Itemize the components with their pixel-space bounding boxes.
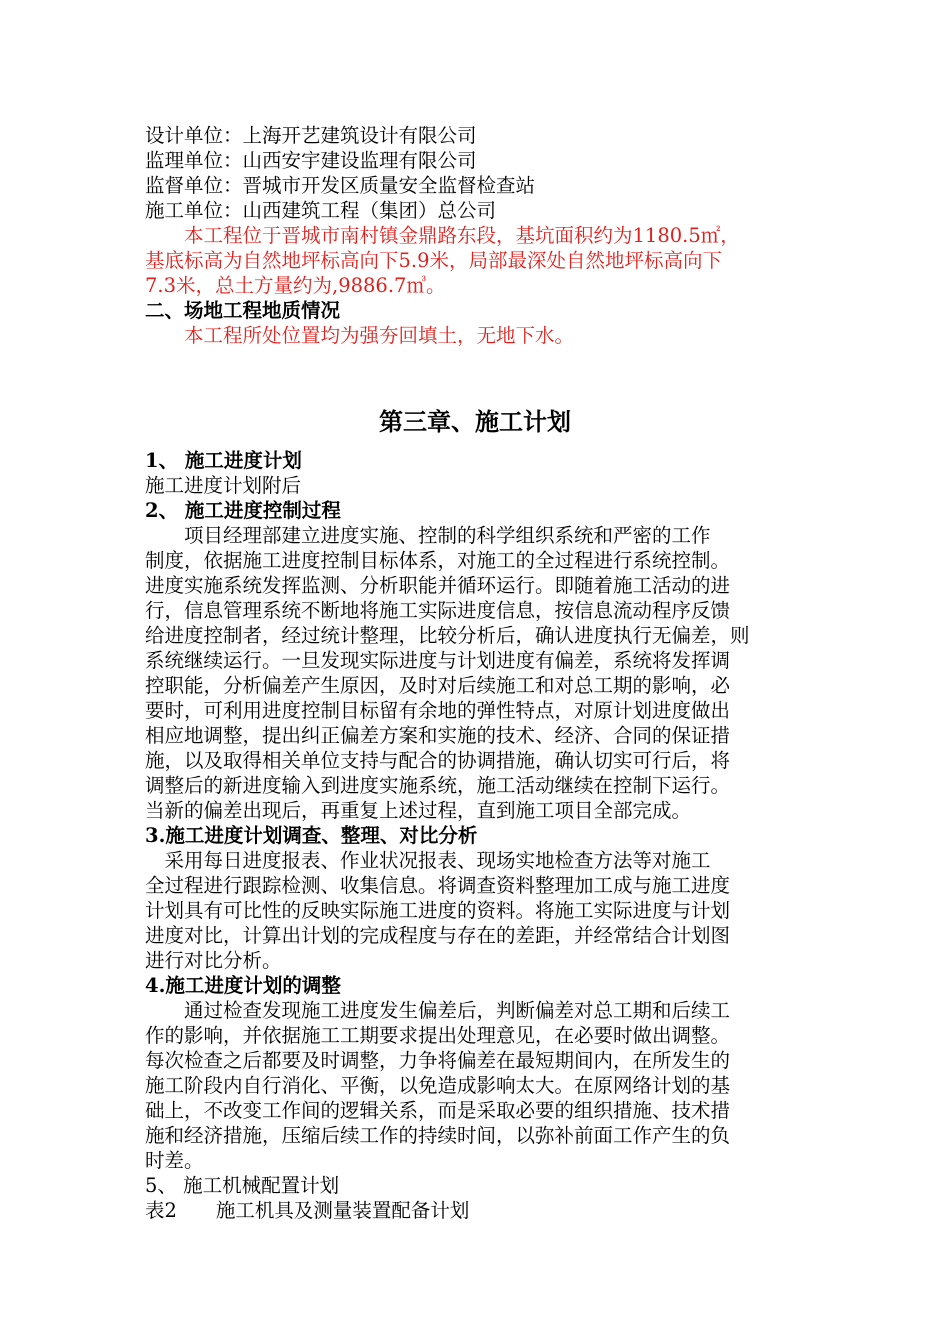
section-3-line: 全过程进行跟踪检测、收集信息。将调查资料整理加工成与施工进度 xyxy=(145,874,731,897)
table-caption: 表2 施工机具及测量装置配备计划 xyxy=(145,1199,470,1222)
section-1-heading: 1、 施工进度计划 xyxy=(145,449,302,472)
section-3-line: 计划具有可比性的反映实际施工进度的资料。将施工实际进度与计划 xyxy=(145,899,731,922)
section-4-line: 施和经济措施，压缩后续工作的持续时间，以弥补前面工作产生的负 xyxy=(145,1124,731,1147)
supervision-unit: 监理单位：山西安宇建设监理有限公司 xyxy=(145,149,477,172)
overview-line: 7.3米，总土方量约为,9886.7㎥。 xyxy=(145,274,446,297)
section-4-line: 作的影响，并依据施工工期要求提出处理意见，在必要时做出调整。 xyxy=(145,1024,731,1047)
section-4-line: 每次检查之后都要及时调整，力争将偏差在最短期间内，在所发生的 xyxy=(145,1049,731,1072)
section-2-line: 制度，依据施工进度控制目标体系，对施工的全过程进行系统控制。 xyxy=(145,549,731,572)
section-2-line: 进度实施系统发挥监测、分析职能并循环运行。即随着施工活动的进 xyxy=(145,574,731,597)
overview-line: 本工程位于晋城市南村镇金鼎路东段，基坑面积约为1180.5㎡， xyxy=(145,224,740,247)
section-2-line: 施，以及取得相关单位支持与配合的协调措施，确认切实可行后，将 xyxy=(145,749,731,772)
section-3-line: 采用每日进度报表、作业状况报表、现场实地检查方法等对施工 xyxy=(145,849,711,872)
section-4-line: 通过检查发现施工进度发生偏差后，判断偏差对总工期和后续工 xyxy=(145,999,731,1022)
section-2-heading: 2、 施工进度控制过程 xyxy=(145,499,341,522)
section-2-line: 系统继续运行。一旦发现实际进度与计划进度有偏差，系统将发挥调 xyxy=(145,649,731,672)
geology-text: 本工程所处位置均为强夯回填土，无地下水。 xyxy=(145,324,575,347)
section-2-line: 调整后的新进度输入到进度实施系统，施工活动继续在控制下运行。 xyxy=(145,774,731,797)
section-3-line: 进度对比，计算出计划的完成程度与存在的差距，并经常结合计划图 xyxy=(145,924,731,947)
section-2-line: 给进度控制者，经过统计整理，比较分析后，确认进度执行无偏差，则 xyxy=(145,624,750,647)
section-5-heading: 5、 施工机械配置计划 xyxy=(145,1174,340,1197)
section-3-line: 进行对比分析。 xyxy=(145,949,282,972)
section-3-heading: 3.施工进度计划调查、整理、对比分析 xyxy=(145,824,478,847)
section-2-line: 行，信息管理系统不断地将施工实际进度信息，按信息流动程序反馈 xyxy=(145,599,731,622)
section-4-line: 时差。 xyxy=(145,1149,204,1172)
section-1-text: 施工进度计划附后 xyxy=(145,474,302,497)
section-2-line: 当新的偏差出现后，再重复上述过程，直到施工项目全部完成。 xyxy=(145,799,692,822)
section-4-heading: 4.施工进度计划的调整 xyxy=(145,974,341,997)
section-2-line: 要时，可利用进度控制目标留有余地的弹性特点，对原计划进度做出 xyxy=(145,699,731,722)
chapter-title: 第三章、施工计划 xyxy=(379,407,571,436)
section-4-line: 础上，不改变工作间的逻辑关系，而是采取必要的组织措施、技术措 xyxy=(145,1099,731,1122)
design-unit: 设计单位：上海开艺建筑设计有限公司 xyxy=(145,124,477,147)
section-2-line: 控职能，分析偏差产生原因，及时对后续施工和对总工期的影响，必 xyxy=(145,674,731,697)
oversight-unit: 监督单位：晋城市开发区质量安全监督检查站 xyxy=(145,174,536,197)
section-4-line: 施工阶段内自行消化、平衡，以免造成影响太大。在原网络计划的基 xyxy=(145,1074,731,1097)
geology-heading: 二、场地工程地质情况 xyxy=(145,299,341,322)
construction-unit: 施工单位：山西建筑工程（集团）总公司 xyxy=(145,199,497,222)
section-2-line: 相应地调整，提出纠正偏差方案和实施的技术、经济、合同的保证措 xyxy=(145,724,731,747)
section-2-line: 项目经理部建立进度实施、控制的科学组织系统和严密的工作 xyxy=(145,524,711,547)
overview-line: 基底标高为自然地坪标高向下5.9米，局部最深处自然地坪标高向下 xyxy=(145,249,723,272)
